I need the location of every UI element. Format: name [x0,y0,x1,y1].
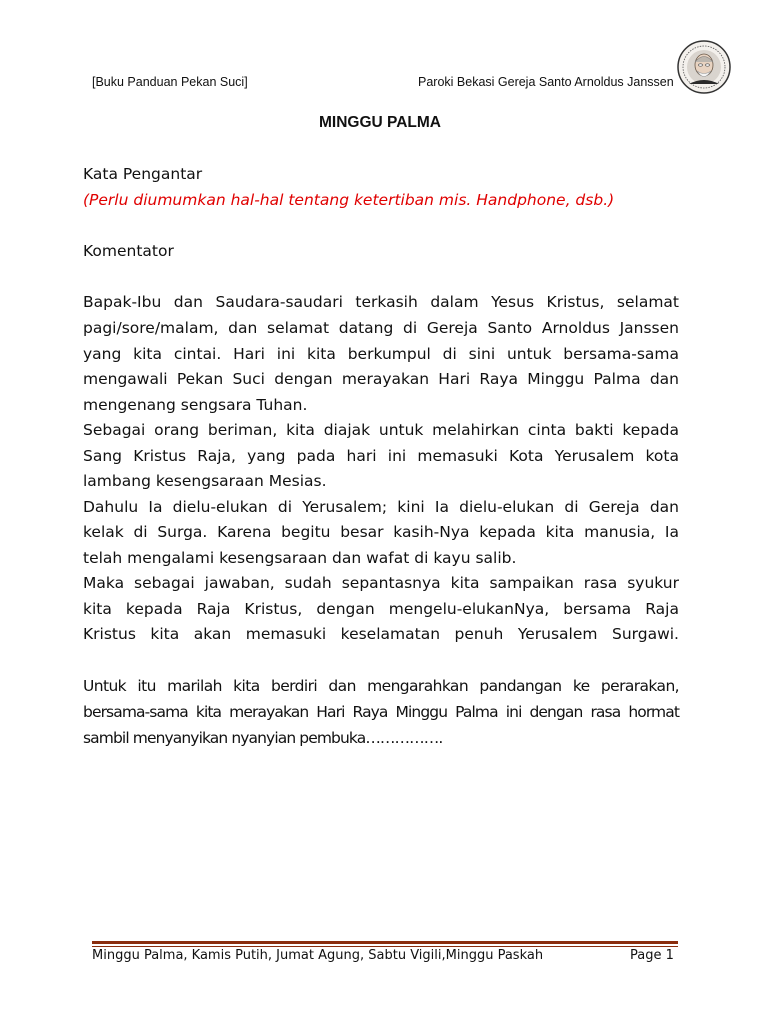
header-right: Paroki Bekasi Gereja Santo Arnoldus Janssen [418,75,674,89]
closing-line: sambil menyanyikan nyanyian pembuka……………. [83,729,443,747]
body-line: pagi/sore/malam, dan selamat datang di Gereja Santo Arnoldus Janssen [83,319,679,337]
body-line: Maka sebagai jawaban, sudah sepantasnya kita sampaikan rasa syukur [83,574,679,592]
closing-line: bersama-sama kita merayakan Hari Raya Minggu Palma ini dengan rasa hormat [83,703,679,721]
body-line: yang kita cintai. Hari ini kita berkumpul di sini untuk bersama-sama [83,345,679,363]
body-line: Bapak-Ibu dan Saudara-saudari terkasih dalam Yesus Kristus, selamat [83,293,679,311]
body-line: kita kepada Raja Kristus, dengan mengelu-elukanNya, bersama Raja [83,600,679,618]
footer-left: Minggu Palma, Kamis Putih, Jumat Agung, Sabtu Vigili,Minggu Paskah [92,948,544,963]
page-number: Page 1 [630,948,674,963]
body-line: Sang Kristus Raja, yang pada hari ini memasuki Kota Yerusalem kota [83,447,679,465]
body-line: kelak di Surga. Karena begitu besar kasih-Nya kepada kita manusia, Ia [83,523,679,541]
footer-rule [92,941,678,944]
body-line: Kristus kita akan memasuki keselamatan penuh Yerusalem Surgawi. [83,625,679,643]
body-line: telah mengalami kesengsaraan dan wafat di kayu salib. [83,549,517,567]
section-kata-pengantar: Kata Pengantar [83,165,203,183]
body-line: mengenang sengsara Tuhan. [83,396,308,414]
body-line: Sebagai orang beriman, kita diajak untuk melahirkan cinta bakti kepada [83,421,679,439]
header-left: [Buku Panduan Pekan Suci] [92,75,248,89]
footer-rule-thin [92,946,678,947]
page-title: MINGGU PALMA [319,114,441,131]
body-line: Dahulu Ia dielu-elukan di Yerusalem; kini Ia dielu-elukan di Gereja dan [83,498,679,516]
instruction-note: (Perlu diumumkan hal-hal tentang ketertiban mis. Handphone, dsb.) [83,191,615,209]
parish-seal-portrait-icon [675,40,733,94]
section-komentator: Komentator [83,242,174,260]
body-line: lambang kesengsaraan Mesias. [83,472,327,490]
closing-line: Untuk itu marilah kita berdiri dan mengarahkan pandangan ke perarakan, [83,677,679,695]
body-line: mengawali Pekan Suci dengan merayakan Hari Raya Minggu Palma dan [83,370,679,388]
